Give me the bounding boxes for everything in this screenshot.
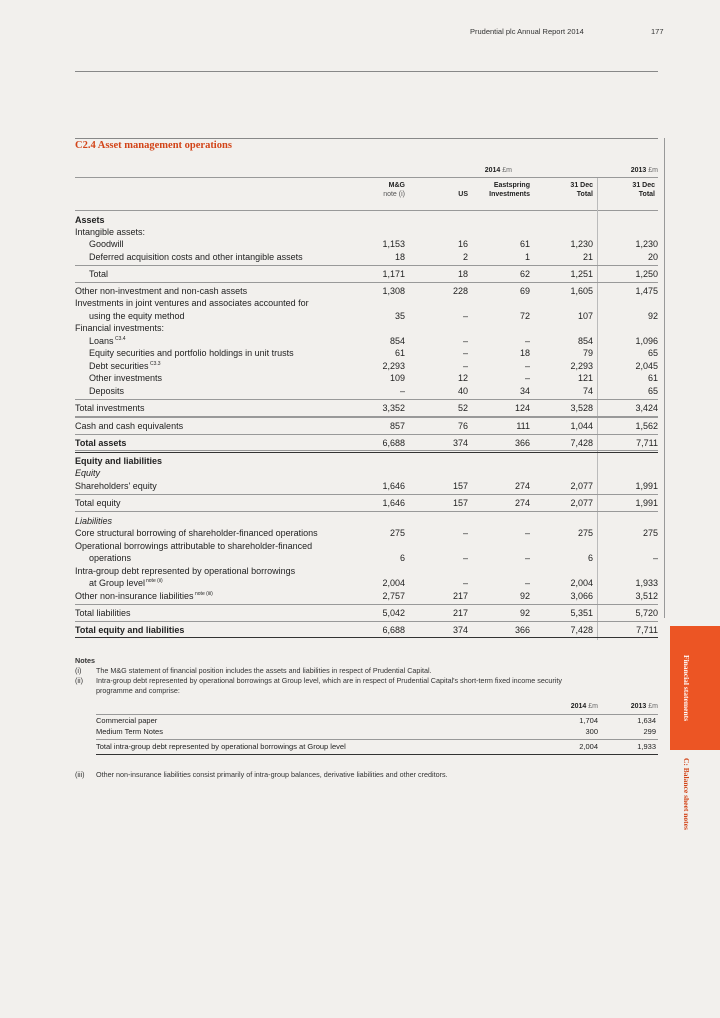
- row-value: 61: [519, 239, 530, 249]
- row-value: 69: [519, 286, 530, 296]
- row-note-ref: note (ii): [146, 578, 163, 584]
- table-row: [75, 297, 658, 309]
- col-header-2014: 2014 £m: [484, 167, 512, 174]
- table-row: [75, 372, 658, 384]
- row-value: 857: [389, 421, 405, 431]
- row-value: 18: [394, 252, 405, 262]
- row-value: –: [462, 336, 468, 346]
- row-rule: [75, 265, 658, 266]
- row-value: 1,646: [382, 481, 405, 491]
- row-value: 854: [577, 336, 593, 346]
- row-label: Debt securities: [89, 361, 149, 371]
- row-value: 20: [647, 252, 658, 262]
- row-value: –: [524, 528, 530, 538]
- row-value: 366: [514, 438, 530, 448]
- row-value: 1,605: [570, 286, 593, 296]
- row-label: Equity and liabilities: [75, 456, 163, 466]
- row-value: 7,428: [570, 625, 593, 635]
- row-value: –: [399, 386, 405, 396]
- row-value: 274: [514, 498, 530, 508]
- row-value: 72: [519, 311, 530, 321]
- col-eastspring: Eastspring: [493, 182, 530, 189]
- row-value: 6: [587, 553, 593, 563]
- row-value: 65: [647, 386, 658, 396]
- row-value: 274: [514, 481, 530, 491]
- sub-col-2014: 2014 £m: [570, 703, 598, 710]
- row-value: 35: [394, 311, 405, 321]
- row-value: 5,720: [635, 608, 658, 618]
- row-value: 366: [514, 625, 530, 635]
- row-label: Intangible assets:: [75, 227, 146, 237]
- row-label: Other non-investment and non-cash assets: [75, 286, 248, 296]
- row-value: 3,424: [635, 403, 658, 413]
- row-value: 6: [399, 553, 405, 563]
- table-row: [75, 540, 658, 552]
- row-value: 124: [514, 403, 530, 413]
- row-value: 18: [519, 348, 530, 358]
- row-label: Deferred acquisition costs and other intangible assets: [89, 252, 303, 262]
- row-label: Loans: [89, 336, 114, 346]
- row-rule: [75, 417, 658, 418]
- col-total-2013-2: Total: [638, 191, 655, 198]
- table-row: [75, 385, 658, 397]
- row-value: 854: [389, 336, 405, 346]
- row-rule: [75, 450, 658, 451]
- row-value: 1,230: [635, 239, 658, 249]
- row-label: Deposits: [89, 386, 125, 396]
- row-rule: [75, 452, 658, 453]
- col-us: US: [458, 191, 468, 198]
- row-value: 52: [457, 403, 468, 413]
- table-row: [75, 310, 658, 322]
- row-value: 1,096: [635, 336, 658, 346]
- row-note-ref: C3.3: [150, 361, 161, 367]
- table-row: [75, 607, 658, 619]
- row-label: Intra-group debt represented by operational borrowings: [75, 566, 296, 576]
- row-value: 1,991: [635, 498, 658, 508]
- row-value: 107: [577, 311, 593, 321]
- row-label: Equity: [75, 468, 101, 478]
- row-value: 21: [582, 252, 593, 262]
- row-label: Equity securities and portfolio holdings in unit trusts: [89, 348, 294, 358]
- row-label: Investments in joint ventures and associates accounted for: [75, 298, 309, 308]
- table-row: [75, 214, 658, 226]
- row-label: operations: [89, 553, 132, 563]
- row-label: Other non-insurance liabilities: [75, 591, 194, 601]
- table-row: [75, 360, 658, 372]
- table-row: [75, 480, 658, 492]
- table-row: [75, 527, 658, 539]
- header-rule-2: [75, 210, 658, 211]
- row-value: 5,042: [382, 608, 405, 618]
- row-value: 1,562: [635, 421, 658, 431]
- row-value: –: [462, 348, 468, 358]
- table-row-total: Total intra-group debt represented by operational borrowings at Group level 2,004 1,933: [96, 742, 656, 751]
- row-note-ref: C3.4: [115, 336, 126, 342]
- table-row: [75, 268, 658, 280]
- row-value: 217: [452, 591, 468, 601]
- row-value: 157: [452, 481, 468, 491]
- row-value: 16: [457, 239, 468, 249]
- table-row: [75, 552, 658, 564]
- row-label: Shareholders' equity: [75, 481, 157, 491]
- row-value: 18: [457, 269, 468, 279]
- row-value: 61: [394, 348, 405, 358]
- table-row: [75, 497, 658, 509]
- row-value: –: [462, 578, 468, 588]
- row-label: Total assets: [75, 438, 127, 448]
- col-total-2014-2: Total: [576, 191, 593, 198]
- row-value: 1,251: [570, 269, 593, 279]
- row-value: –: [462, 528, 468, 538]
- margin-rule: [664, 138, 665, 618]
- row-value: 1,044: [570, 421, 593, 431]
- page-number: 177: [651, 27, 664, 36]
- row-rule: [75, 511, 658, 512]
- row-label: Financial investments:: [75, 323, 165, 333]
- header-rule-1: [75, 177, 658, 178]
- row-value: 6,688: [382, 438, 405, 448]
- table-row: Commercial paper 1,704 1,634: [96, 716, 656, 725]
- col-header-2013: 2013 £m: [630, 167, 658, 174]
- row-value: 34: [519, 386, 530, 396]
- row-value: 1,646: [382, 498, 405, 508]
- row-value: –: [524, 553, 530, 563]
- row-value: 7,428: [570, 438, 593, 448]
- table-row: [75, 437, 658, 449]
- col-mg: M&G: [388, 182, 405, 189]
- row-value: 1,308: [382, 286, 405, 296]
- col-total-2013: 31 Dec: [632, 182, 655, 189]
- row-value: 275: [577, 528, 593, 538]
- row-note-ref: note (iii): [195, 591, 213, 597]
- col-eastspring-2: Investments: [489, 191, 530, 198]
- table-row: [75, 577, 658, 589]
- table-row: [75, 624, 658, 636]
- row-value: 1: [524, 252, 530, 262]
- row-value: 111: [516, 421, 530, 431]
- row-value: 92: [519, 591, 530, 601]
- row-label: using the equity method: [89, 311, 185, 321]
- row-value: 3,528: [570, 403, 593, 413]
- row-value: 1,991: [635, 481, 658, 491]
- row-value: 121: [577, 373, 593, 383]
- table-row: [75, 565, 658, 577]
- row-label: Total equity and liabilities: [75, 625, 185, 635]
- report-title: Prudential plc Annual Report 2014: [470, 27, 584, 36]
- table-row: [75, 467, 658, 479]
- row-rule: [75, 282, 658, 283]
- table-row: [75, 335, 658, 347]
- col-mg-note: note (i): [383, 191, 405, 198]
- table-row: Medium Term Notes 300 299: [96, 727, 656, 736]
- row-value: 92: [519, 608, 530, 618]
- row-value: 74: [582, 386, 593, 396]
- table-row: [75, 238, 658, 250]
- row-value: 157: [452, 498, 468, 508]
- row-value: 2,077: [570, 481, 593, 491]
- row-value: 1,153: [382, 239, 405, 249]
- table-row: [75, 590, 658, 602]
- row-label: Total: [89, 269, 109, 279]
- row-value: –: [524, 373, 530, 383]
- row-label: Operational borrowings attributable to shareholder-financed: [75, 541, 313, 551]
- row-label: Total liabilities: [75, 608, 131, 618]
- row-value: 374: [452, 625, 468, 635]
- row-value: 3,066: [570, 591, 593, 601]
- row-value: –: [462, 361, 468, 371]
- row-rule: [75, 621, 658, 622]
- row-value: 2,004: [382, 578, 405, 588]
- row-label: Core structural borrowing of shareholder-financed operations: [75, 528, 318, 538]
- sub-rule-1: [96, 714, 658, 715]
- col-total-2014: 31 Dec: [570, 182, 593, 189]
- row-value: –: [652, 553, 658, 563]
- row-label: Other investments: [89, 373, 163, 383]
- row-value: 2,004: [570, 578, 593, 588]
- running-header: [470, 27, 664, 36]
- title-rule: [75, 138, 658, 139]
- row-label: Goodwill: [89, 239, 124, 249]
- row-value: 275: [389, 528, 405, 538]
- row-value: 2,293: [382, 361, 405, 371]
- row-value: 79: [582, 348, 593, 358]
- row-rule: [75, 637, 658, 638]
- row-value: 2,757: [382, 591, 405, 601]
- row-value: –: [524, 578, 530, 588]
- row-rule: [75, 494, 658, 495]
- sub-rule-3: [96, 754, 658, 755]
- table-row: [75, 455, 658, 467]
- sub-col-2013: 2013 £m: [630, 703, 658, 710]
- row-value: 61: [647, 373, 658, 383]
- row-value: 6,688: [382, 625, 405, 635]
- row-value: 1,933: [635, 578, 658, 588]
- table-row: [75, 251, 658, 263]
- table-row: [75, 322, 658, 334]
- row-value: 374: [452, 438, 468, 448]
- row-value: 2,077: [570, 498, 593, 508]
- row-value: 7,711: [636, 438, 658, 448]
- row-label: Total investments: [75, 403, 145, 413]
- row-value: 228: [452, 286, 468, 296]
- row-value: 109: [389, 373, 405, 383]
- row-value: 217: [452, 608, 468, 618]
- row-rule: [75, 434, 658, 435]
- section-subtitle: C: Balance sheet notes: [682, 758, 691, 830]
- row-value: 12: [457, 373, 468, 383]
- table-row: [75, 402, 658, 414]
- section-title: C2.4 Asset management operations: [75, 140, 232, 151]
- sub-rule-2: [96, 739, 658, 740]
- row-value: 1,250: [635, 269, 658, 279]
- notes-title: Notes: [75, 656, 95, 665]
- row-value: 1,475: [635, 286, 658, 296]
- row-rule: [75, 604, 658, 605]
- row-value: –: [462, 553, 468, 563]
- header-rule: [75, 71, 658, 72]
- row-value: 3,512: [635, 591, 658, 601]
- row-value: 275: [642, 528, 658, 538]
- row-value: 2: [462, 252, 468, 262]
- row-value: 1,230: [570, 239, 593, 249]
- row-value: 76: [457, 421, 468, 431]
- section-tab-label: Financial statements: [682, 654, 691, 722]
- table-row: [75, 285, 658, 297]
- row-value: –: [524, 336, 530, 346]
- row-value: 2,293: [570, 361, 593, 371]
- row-label: Total equity: [75, 498, 121, 508]
- row-label: Liabilities: [75, 516, 113, 526]
- row-label: Cash and cash equivalents: [75, 421, 184, 431]
- row-label: at Group level: [89, 578, 146, 588]
- row-value: –: [462, 311, 468, 321]
- table-row: [75, 347, 658, 359]
- row-value: 65: [647, 348, 658, 358]
- table-row: [75, 226, 658, 238]
- row-value: 1,171: [382, 269, 405, 279]
- table-row: [75, 515, 658, 527]
- row-value: –: [524, 361, 530, 371]
- row-value: 7,711: [636, 625, 658, 635]
- row-value: 2,045: [635, 361, 658, 371]
- table-row: [75, 420, 658, 432]
- row-value: 62: [519, 269, 530, 279]
- row-label: Assets: [75, 215, 105, 225]
- row-value: 5,351: [570, 608, 593, 618]
- row-value: 3,352: [382, 403, 405, 413]
- row-value: 40: [457, 386, 468, 396]
- row-value: 92: [647, 311, 658, 321]
- row-rule: [75, 399, 658, 400]
